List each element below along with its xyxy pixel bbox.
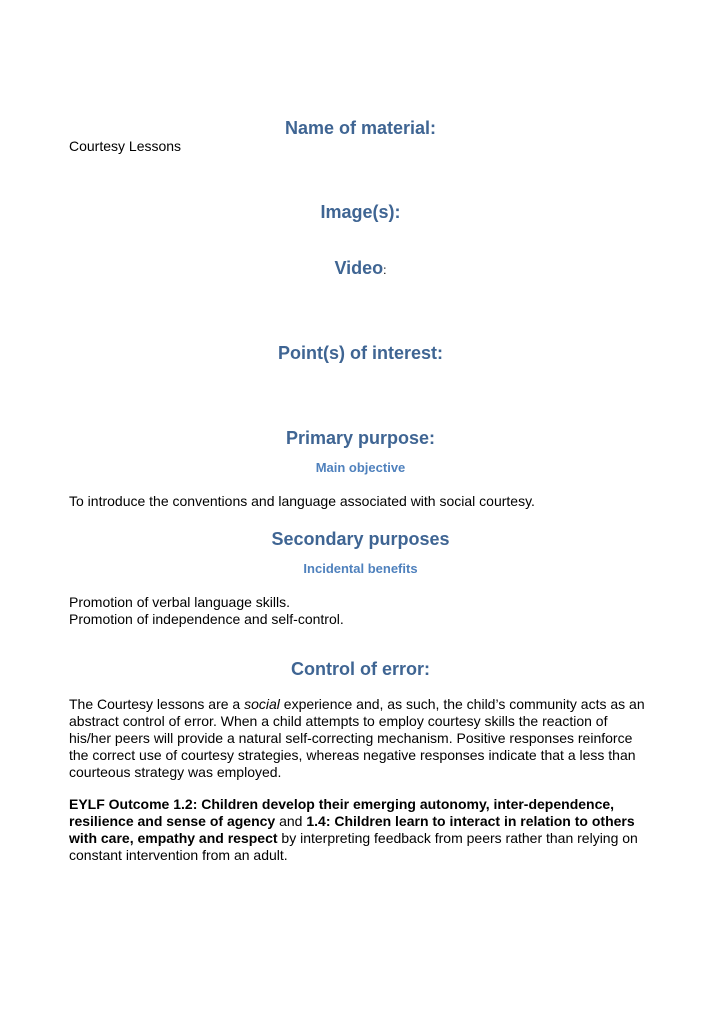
video-heading	[69, 257, 652, 281]
eylf-connector: and	[275, 813, 307, 829]
images-heading: Image(s):	[320, 202, 401, 222]
control-text-emphasis: social	[244, 696, 280, 712]
video-heading-colon: :	[383, 263, 387, 277]
video-heading-label: Video	[334, 258, 384, 278]
control-text-b: experience and, as such, the child’s community acts as an abstract control of error. When a child attempts to employ courtesy skills the reaction of his/her peers will provide a natural self-correcting mechanism. Positive responses reinforce the correct use of courtesy strategies, whereas negative responses indicate that a less than courteous strategy was employed.	[69, 696, 645, 780]
eylf-outcome-1-2: EYLF Outcome 1.2: Children develop their emerging autonomy, inter-dependence, resilience and sense of agency	[69, 796, 615, 829]
eylf-tail: by interpreting feedback from peers rather than relying on constant intervention from an adult.	[69, 830, 638, 863]
primary-purpose-heading: Primary purpose:	[285, 428, 436, 448]
points-of-interest-heading: Point(s) of interest:	[278, 343, 443, 363]
eylf-paragraph	[69, 796, 652, 864]
eylf-outcome-1-4: 1.4: Children learn to interact in relation to others with care, empathy and respect	[69, 813, 635, 846]
secondary-purpose-text-2: Promotion of independence and self-control.	[69, 611, 344, 627]
name-of-material-heading: Name of material:	[284, 118, 437, 138]
secondary-purposes-heading: Secondary purposes	[271, 529, 450, 549]
control-of-error-heading: Control of error:	[291, 659, 430, 679]
control-text-a: The Courtesy lessons are a	[69, 696, 245, 712]
incidental-benefits-subheading: Incidental benefits	[303, 561, 418, 576]
primary-purpose-text: To introduce the conventions and language associated with social courtesy.	[69, 493, 535, 509]
main-objective-subheading: Main objective	[315, 460, 406, 475]
material-name: Courtesy Lessons	[69, 138, 182, 154]
secondary-purpose-text-1: Promotion of verbal language skills.	[69, 594, 291, 610]
control-of-error-paragraph	[69, 696, 652, 781]
